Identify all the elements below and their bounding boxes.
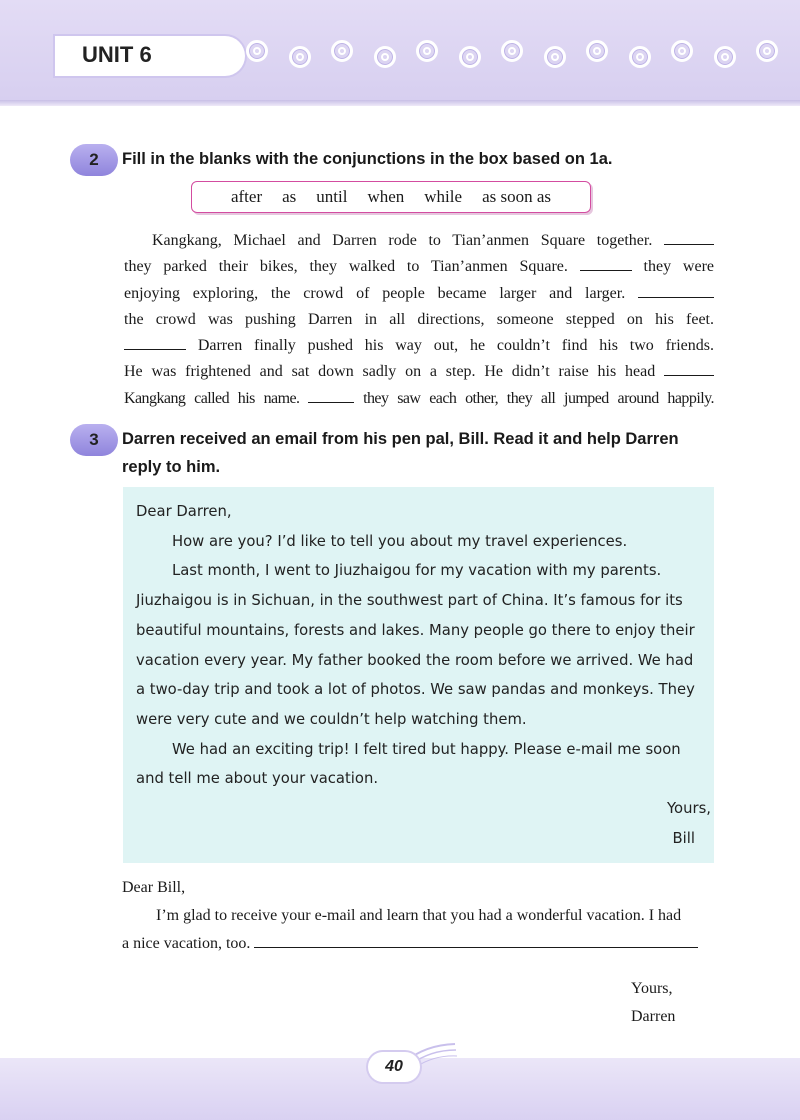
ring-icon	[544, 46, 566, 68]
word-when: when	[367, 187, 405, 206]
blank-1[interactable]	[664, 230, 714, 245]
word-as: as	[282, 187, 297, 206]
ring-icon	[501, 40, 523, 62]
page-number: 40	[368, 1052, 420, 1082]
ring-icon	[374, 46, 396, 68]
passage-line: Kangkang called his name. they saw each other, they all jumped around happily.	[124, 389, 714, 407]
ring-icon	[586, 40, 608, 62]
word-while: while	[424, 187, 463, 206]
ring-icon	[331, 40, 353, 62]
section-2-title: Fill in the blanks with the conjunctions in the box based on 1a.	[122, 150, 613, 168]
letter-line: Last month, I went to Jiuzhaigou for my vacation with my parents.	[172, 562, 662, 580]
word-as-soon-as: as soon as	[482, 187, 552, 206]
conjunction-word-box	[191, 181, 591, 213]
ring-icon	[246, 40, 268, 62]
reply-answer-blank[interactable]	[254, 933, 698, 948]
reply-line: I’m glad to receive your e-mail and learn that you had a wonderful vacation. I had	[156, 907, 682, 924]
ring-icon	[756, 40, 778, 62]
ring-icon	[459, 46, 481, 68]
blank-4[interactable]	[124, 335, 186, 350]
passage-line: Darren finally pushed his way out, he couldn’t find his two friends.	[124, 333, 714, 359]
ring-icon	[714, 46, 736, 68]
letter-line: were very cute and we couldn’t help watching them.	[136, 710, 527, 728]
passage-line: He was frightened and sat down sadly on a step. He didn’t raise his head	[124, 359, 714, 385]
blank-6[interactable]	[308, 388, 354, 403]
letter-closing: Yours,	[666, 800, 711, 818]
section-3-title-line-2: reply to him.	[122, 458, 221, 476]
letter-line: We had an exciting trip! I felt tired but happy. Please e-mail me soon	[172, 740, 681, 758]
ring-icon	[629, 46, 651, 68]
unit-title: UNIT 6	[82, 42, 152, 67]
reply-signature: Darren	[631, 1008, 676, 1025]
decorative-rings	[240, 38, 800, 74]
word-after: after	[230, 187, 263, 206]
letter-line: a two-day trip and took a lot of photos. We saw pandas and monkeys. They	[136, 681, 695, 699]
fill-in-passage	[124, 228, 714, 412]
reply-letter	[122, 874, 714, 958]
passage-line: the crowd was pushing Darren in all directions, someone stepped on his feet.	[124, 310, 714, 328]
blank-2[interactable]	[580, 256, 632, 271]
letter-line: and tell me about your vacation.	[136, 770, 379, 788]
letter-signature: Bill	[672, 829, 695, 847]
letter-greeting: Dear Darren,	[136, 503, 232, 520]
blank-3[interactable]	[638, 283, 714, 298]
reply-line: a nice vacation, too.	[122, 930, 714, 958]
ring-icon	[671, 40, 693, 62]
reply-closing: Yours,	[631, 980, 673, 997]
letter-line: beautiful mountains, forests and lakes. Many people go there to enjoy their	[136, 621, 695, 639]
letter-line: Jiuzhaigou is in Sichuan, in the southwest part of China. It’s famous for its	[136, 592, 683, 610]
section-3-title-line-1: Darren received an email from his pen pal, Bill. Read it and help Darren	[122, 430, 679, 448]
letter-line: How are you? I’d like to tell you about my travel experiences.	[172, 532, 628, 550]
passage-line: they parked their bikes, they walked to Tian’anmen Square. they were	[124, 258, 714, 276]
email-letter	[136, 497, 711, 853]
section-2-number-badge: 2	[70, 144, 118, 176]
ring-icon	[416, 40, 438, 62]
letter-line: vacation every year. My father booked the room before we arrived. We had	[136, 651, 694, 669]
section-3-number-badge: 3	[70, 424, 118, 456]
reply-closing-block	[631, 975, 675, 1031]
ring-icon	[289, 46, 311, 68]
word-until: until	[316, 187, 348, 206]
header-divider	[0, 100, 800, 106]
passage-line: enjoying exploring, the crowd of people became larger and larger.	[124, 281, 714, 307]
passage-line: Kangkang, Michael and Darren rode to Tian’anmen Square together.	[124, 228, 714, 254]
blank-5[interactable]	[664, 361, 714, 376]
reply-greeting: Dear Bill,	[122, 879, 186, 896]
